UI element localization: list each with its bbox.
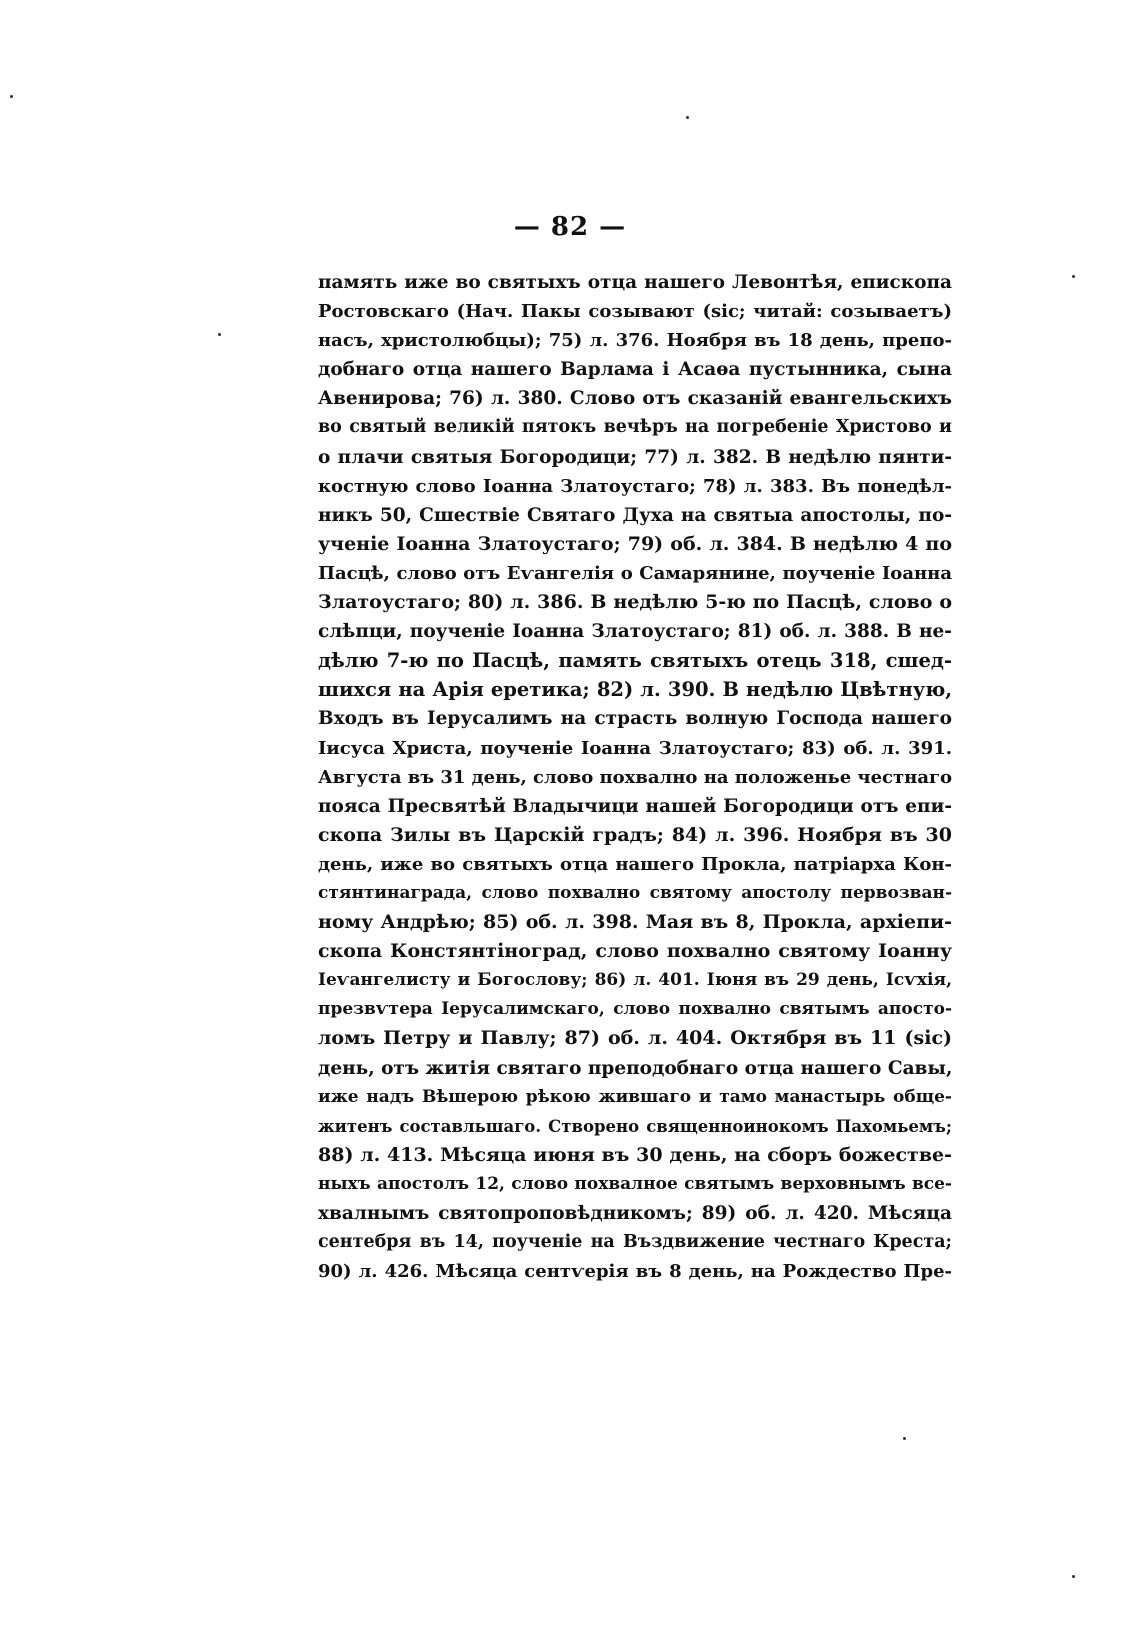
text-line: скопа Зилы въ Царскій градъ; 84) л. 396. Ноября въ 30 [318, 823, 952, 846]
text-line: сентебря въ 14, поученіе на Въздвижение честнаго Креста; [318, 1232, 952, 1253]
text-line: житенъ составльшаго. Створено священноинокомъ Пахомьемъ; [318, 1116, 952, 1136]
text-line: день, отъ житія святаго преподобнаго отца нашего Савы, [318, 1057, 952, 1079]
page-number: — 82 — [513, 212, 627, 242]
text-line: ломъ Петру и Павлу; 87) об. л. 404. Октября въ 11 (sic) [318, 1027, 952, 1050]
text-line: Входъ въ Іерусалимъ на страсть волную Господа нашего [318, 708, 952, 730]
text-line: пояса Пресвятѣй Владычици нашей Богородици отъ епи- [318, 795, 952, 817]
text-line: иже надъ Вѣшерою рѣкою жившаго и тамо манастырь обще- [318, 1086, 952, 1107]
text-line: презвѵтера Іерусалимскаго, слово похвално святымъ апосто- [318, 999, 952, 1020]
paper-speck [1072, 275, 1075, 278]
paper-speck [10, 95, 13, 98]
paper-speck [1072, 1575, 1075, 1578]
text-line: стянтинаграда, слово похвално святому апостолу первозван- [318, 882, 952, 903]
text-line: 88) л. 413. Мѣсяца июня въ 30 день, на сборъ божестве- [318, 1143, 952, 1166]
body-text [318, 268, 952, 1286]
text-line: о плачи святыя Богородици; 77) л. 382. В недѣлю пянти- [318, 446, 952, 468]
text-line: Златоустаго; 80) л. 386. В недѣлю 5-ю по Пасцѣ, слово о [318, 591, 952, 614]
text-line: 90) л. 426. Мѣсяца сентѵерія въ 8 день, на Рождество Пре- [318, 1261, 952, 1283]
text-line: дѣлю 7-ю по Пасцѣ, память святыхъ отець 318, сшед- [318, 649, 952, 673]
text-line: ныхъ апостолъ 12, слово похвалное святымъ верховнымъ все- [318, 1173, 952, 1194]
text-line: Августа въ 31 день, слово похвално на положенье честнаго [318, 766, 952, 788]
text-line: Пасцѣ, слово отъ Еѵангелія о Самарянине, поученіе Іоанна [318, 562, 952, 584]
text-line: Авенирова; 76) л. 380. Слово отъ сказаній евангельскихъ [318, 388, 952, 410]
paper-speck [903, 1437, 906, 1440]
paper-speck [686, 116, 689, 119]
paper-speck [218, 333, 221, 336]
text-line: слѣпци, поученіе Іоанна Златоустаго; 81) об. л. 388. В не- [318, 621, 952, 643]
text-line: Ростовскаго (Нач. Пакы созывают (sic; читай: созываетъ) [318, 301, 952, 323]
text-line: память иже во святыхъ отца нашего Левонтѣя, епископа [318, 272, 952, 293]
text-line: хвалнымъ святопроповѣдникомъ; 89) об. л. 420. Мѣсяца [318, 1203, 952, 1224]
text-line: скопа Констянтіноград, слово похвално святому Іоанну [318, 940, 952, 963]
text-line: добнаго отца нашего Варлама і Асаѳа пустынника, сына [318, 359, 952, 381]
text-line: ному Андрѣю; 85) об. л. 398. Мая въ 8, Прокла, архіепи- [318, 911, 952, 934]
text-line: никъ 50, Сшествіе Святаго Духа на святыа апостолы, по- [318, 504, 952, 526]
text-line: костную слово Іоанна Златоустаго; 78) л. 383. Въ понедѣл- [318, 475, 952, 497]
text-line: Іисуса Христа, поученіе Іоанна Златоустаго; 83) об. л. 391. [318, 737, 952, 759]
text-line: шихся на Арія еретика; 82) л. 390. В недѣлю Цвѣтную, [318, 678, 952, 702]
text-line: насъ, христолюбцы); 75) л. 376. Ноября въ 18 день, препо- [318, 330, 952, 352]
text-line: во святый великій пятокъ вечѣръ на погребеніе Христово и [318, 417, 952, 438]
text-line: Іеѵангелисту и Богослову; 86) л. 401. Іюня въ 29 день, Ісѵхія, [318, 970, 952, 991]
text-line: ученіе Іоанна Златоустаго; 79) об. л. 384. В недѣлю 4 по [318, 532, 952, 555]
text-line: день, иже во святыхъ отца нашего Прокла, патріарха Кон- [318, 853, 952, 875]
